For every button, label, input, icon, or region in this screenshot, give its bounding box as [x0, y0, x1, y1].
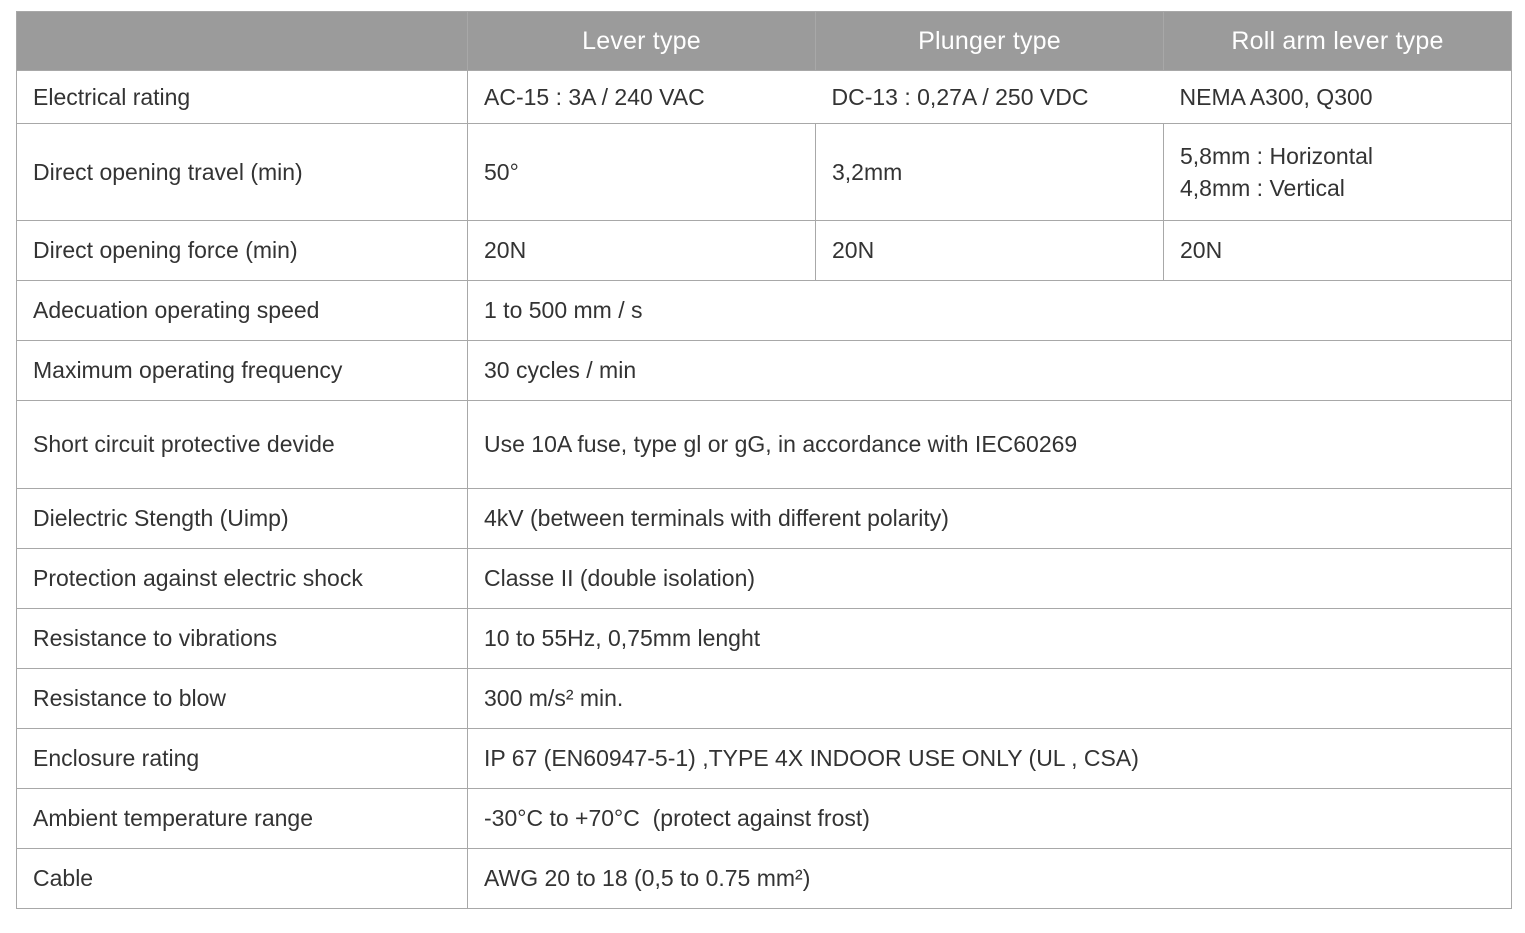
temperature-value: -30°C to +70°C (protect against frost) — [468, 789, 1512, 849]
row-label: Resistance to vibrations — [17, 609, 468, 669]
travel-roll-arm-vertical: 4,8mm : Vertical — [1180, 175, 1345, 201]
force-lever: 20N — [468, 221, 816, 281]
row-label: Protection against electric shock — [17, 549, 468, 609]
row-label: Resistance to blow — [17, 669, 468, 729]
row-label: Ambient temperature range — [17, 789, 468, 849]
table-row-electrical-rating — [17, 71, 1512, 124]
short-circuit-value: Use 10A fuse, type gl or gG, in accordance with IEC60269 — [468, 401, 1512, 489]
header-empty-cell — [17, 12, 468, 71]
row-label: Electrical rating — [17, 71, 468, 124]
row-label: Adecuation operating speed — [17, 281, 468, 341]
electrical-rating-plunger: DC-13 : 0,27A / 250 VDC — [816, 71, 1164, 124]
force-roll-arm: 20N — [1164, 221, 1512, 281]
table-row-operating-speed — [17, 281, 1512, 341]
travel-roll-arm-horizontal: 5,8mm : Horizontal — [1180, 143, 1374, 169]
header-lever-type: Lever type — [468, 12, 816, 71]
table-row-enclosure-rating — [17, 729, 1512, 789]
row-label: Dielectric Stength (Uimp) — [17, 489, 468, 549]
table-row-dielectric-strength — [17, 489, 1512, 549]
row-label: Short circuit protective devide — [17, 401, 468, 489]
electric-shock-value: Classe II (double isolation) — [468, 549, 1512, 609]
specifications-table — [16, 11, 1512, 909]
travel-roll-arm — [1164, 124, 1512, 221]
header-plunger-type: Plunger type — [816, 12, 1164, 71]
row-label: Enclosure rating — [17, 729, 468, 789]
table-row-operating-frequency — [17, 341, 1512, 401]
electrical-rating-roll-arm: NEMA A300, Q300 — [1164, 71, 1512, 124]
enclosure-rating-value: IP 67 (EN60947-5-1) ,TYPE 4X INDOOR USE ONLY (UL , CSA) — [468, 729, 1512, 789]
force-plunger: 20N — [816, 221, 1164, 281]
table-row-cable — [17, 849, 1512, 909]
operating-speed-value: 1 to 500 mm / s — [468, 281, 1512, 341]
table-body — [17, 71, 1512, 909]
vibrations-value: 10 to 55Hz, 0,75mm lenght — [468, 609, 1512, 669]
table-row-blow — [17, 669, 1512, 729]
table-row-temperature — [17, 789, 1512, 849]
row-label: Direct opening force (min) — [17, 221, 468, 281]
blow-value: 300 m/s² min. — [468, 669, 1512, 729]
table-row-vibrations — [17, 609, 1512, 669]
row-label: Maximum operating frequency — [17, 341, 468, 401]
travel-lever: 50° — [468, 124, 816, 221]
table-row-direct-opening-force — [17, 221, 1512, 281]
table-header — [17, 12, 1512, 71]
header-roll-arm-lever-type: Roll arm lever type — [1164, 12, 1512, 71]
row-label: Cable — [17, 849, 468, 909]
dielectric-strength-value: 4kV (between terminals with different polarity) — [468, 489, 1512, 549]
travel-plunger: 3,2mm — [816, 124, 1164, 221]
table-row-electric-shock — [17, 549, 1512, 609]
table-row-direct-opening-travel — [17, 124, 1512, 221]
row-label: Direct opening travel (min) — [17, 124, 468, 221]
operating-frequency-value: 30 cycles / min — [468, 341, 1512, 401]
electrical-rating-lever: AC-15 : 3A / 240 VAC — [468, 71, 816, 124]
cable-value: AWG 20 to 18 (0,5 to 0.75 mm²) — [468, 849, 1512, 909]
table-row-short-circuit — [17, 401, 1512, 489]
